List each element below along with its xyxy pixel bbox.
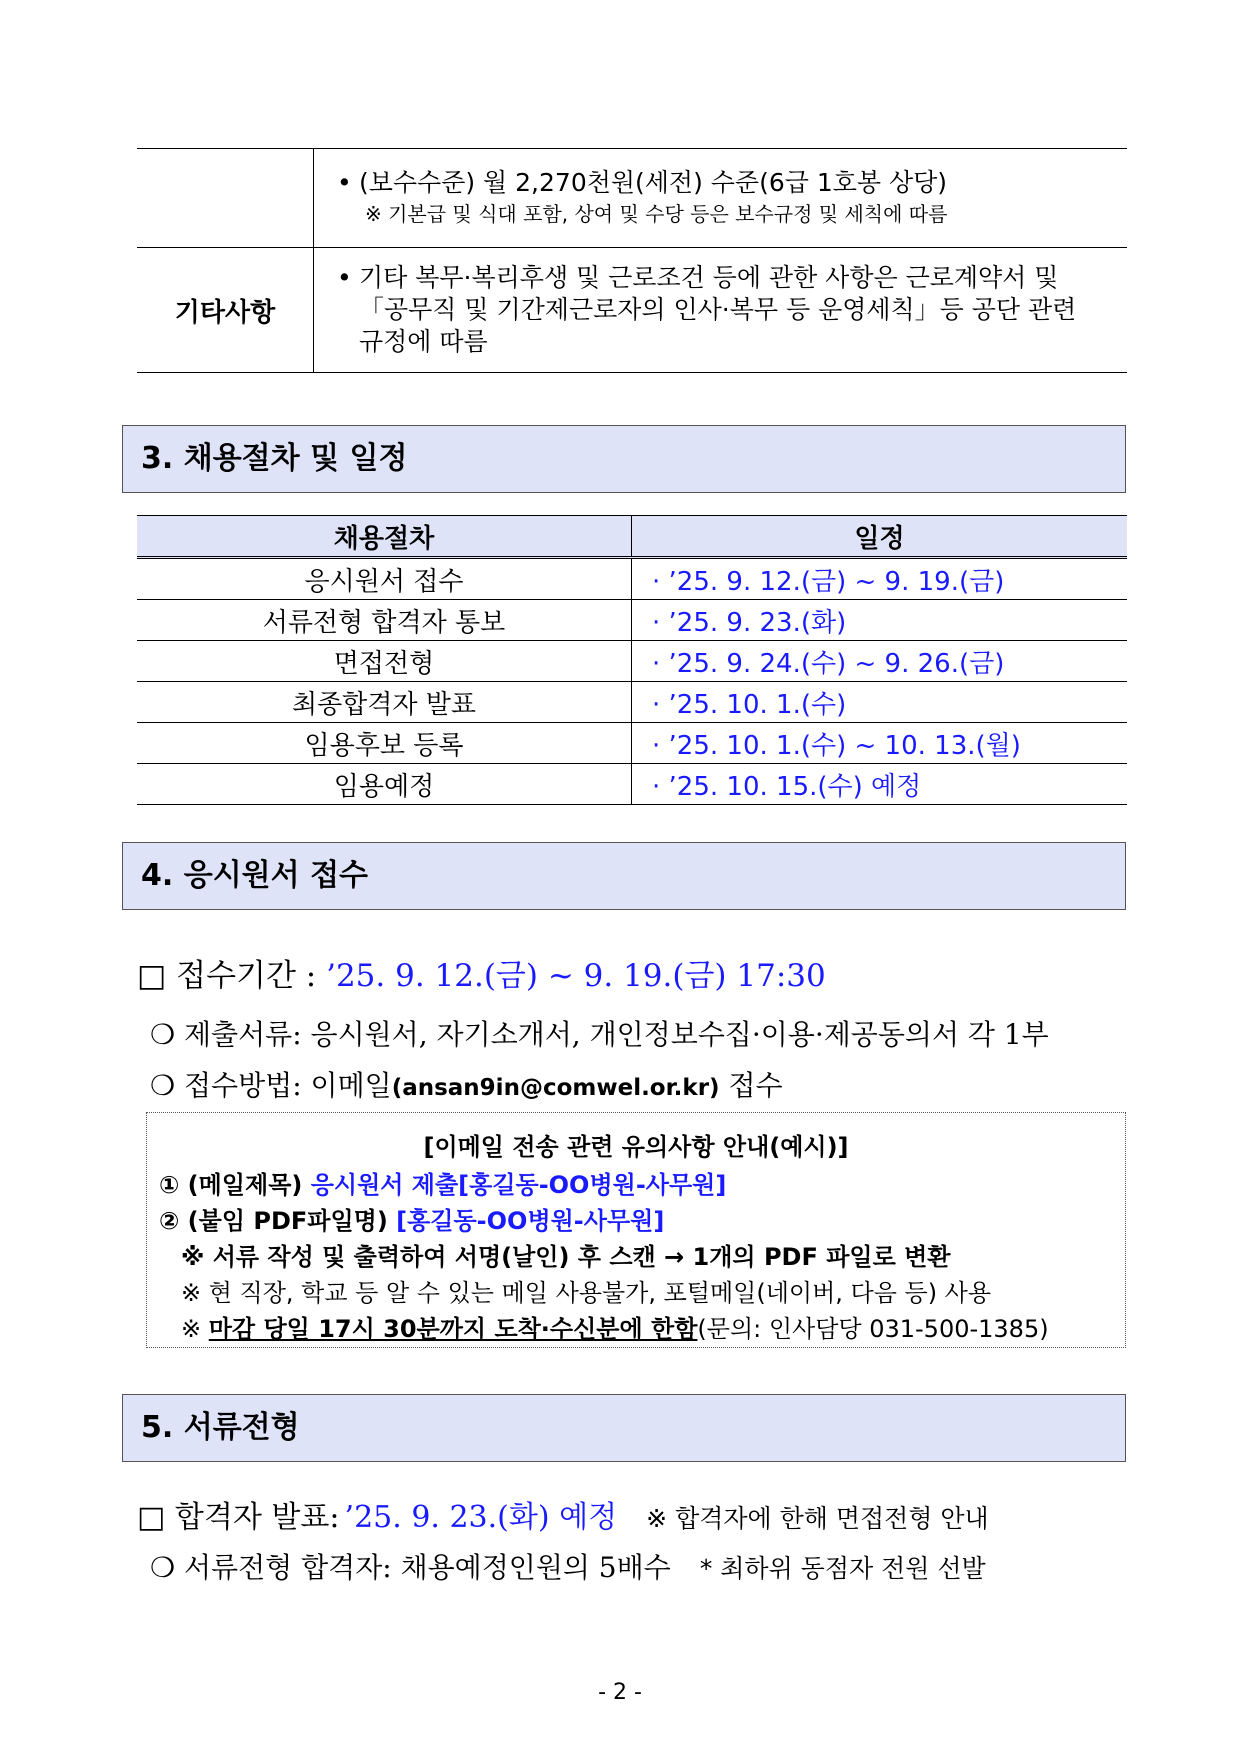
etc-cell <box>314 248 1128 373</box>
etc-bullet: • 기타 복무·복리후생 및 근로조건 등에 관한 사항은 근로계약서 및 「공무직 및 기간제근로자의 인사·복무 등 운영세칙」등 공단 관련 규정에 따름 <box>337 263 1077 356</box>
table-row: 임용예정 · ’25. 10. 15.(수) 예정 <box>137 764 1127 805</box>
etc-row <box>137 248 1127 373</box>
pay-note: ※ 기본급 및 식대 포함, 상여 및 수당 등은 보수규정 및 세칙에 따름 <box>365 202 948 226</box>
pay-row <box>137 149 1127 248</box>
conditions-table <box>137 148 1127 373</box>
schedule-header-date: 일정 <box>632 516 1128 558</box>
section-3-header: 3. 채용절차 및 일정 <box>122 425 1126 493</box>
pay-bullet: • (보수수준) 월 2,270천원(세전) 수준(6급 1호봉 상당) <box>337 168 948 197</box>
notice-note-1: ※ 서류 작성 및 출력하여 서명(날인) 후 스캔 → 1개의 PDF 파일로 변환 <box>181 1243 951 1271</box>
etc-label: 기타사항 <box>137 248 314 373</box>
table-row: 최종합격자 발표 · ’25. 10. 1.(수) <box>137 682 1127 723</box>
pay-cell <box>314 149 1128 248</box>
notice-item-1: ① (메일제목) 응시원서 제출[홍길동-OO병원-사무원] <box>159 1171 727 1199</box>
notice-note-3: ※ 마감 당일 17시 30분까지 도착·수신분에 한함(문의: 인사담당 031-500-1385) <box>181 1315 1049 1343</box>
table-row: 응시원서 접수 · ’25. 9. 12.(금) ~ 9. 19.(금) <box>137 558 1127 600</box>
notice-item-2: ② (붙임 PDF파일명) [홍길동-OO병원-사무원] <box>159 1207 665 1235</box>
table-row: 면접전형 · ’25. 9. 24.(수) ~ 9. 26.(금) <box>137 641 1127 682</box>
schedule-header-step: 채용절차 <box>137 516 632 558</box>
pass-line: ❍ 서류전형 합격자: 채용예정인원의 5배수 * 최하위 동점자 전원 선발 <box>150 1551 986 1584</box>
pay-label <box>137 149 314 248</box>
receipt-period: □ 접수기간 : ’25. 9. 12.(금) ~ 9. 19.(금) 17:30 <box>137 958 826 994</box>
page-number: - 2 - <box>598 1680 642 1705</box>
schedule-table <box>137 515 1127 805</box>
notice-title: [이메일 전송 관련 유의사항 안내(예시)] <box>423 1133 849 1161</box>
contact-email: (ansan9in@comwel.or.kr) <box>391 1075 720 1101</box>
section-4-header: 4. 응시원서 접수 <box>122 842 1126 910</box>
required-docs: ❍ 제출서류: 응시원서, 자기소개서, 개인정보수집·이용·제공동의서 각 1부 <box>150 1018 1049 1051</box>
email-notice-box <box>146 1112 1126 1348</box>
notice-note-2: ※ 현 직장, 학교 등 알 수 있는 메일 사용불가, 포털메일(네이버, 다음 등) 사용 <box>181 1279 992 1307</box>
section-5-header: 5. 서류전형 <box>122 1394 1126 1462</box>
table-row: 서류전형 합격자 통보 · ’25. 9. 23.(화) <box>137 600 1127 641</box>
announce-line: □ 합격자 발표: ’25. 9. 23.(화) 예정 ※ 합격자에 한해 면접전형 안내 <box>137 1500 989 1535</box>
table-row: 임용후보 등록 · ’25. 10. 1.(수) ~ 10. 13.(월) <box>137 723 1127 764</box>
submit-method: ❍ 접수방법: 이메일(ansan9in@comwel.or.kr) 접수 <box>150 1069 783 1102</box>
